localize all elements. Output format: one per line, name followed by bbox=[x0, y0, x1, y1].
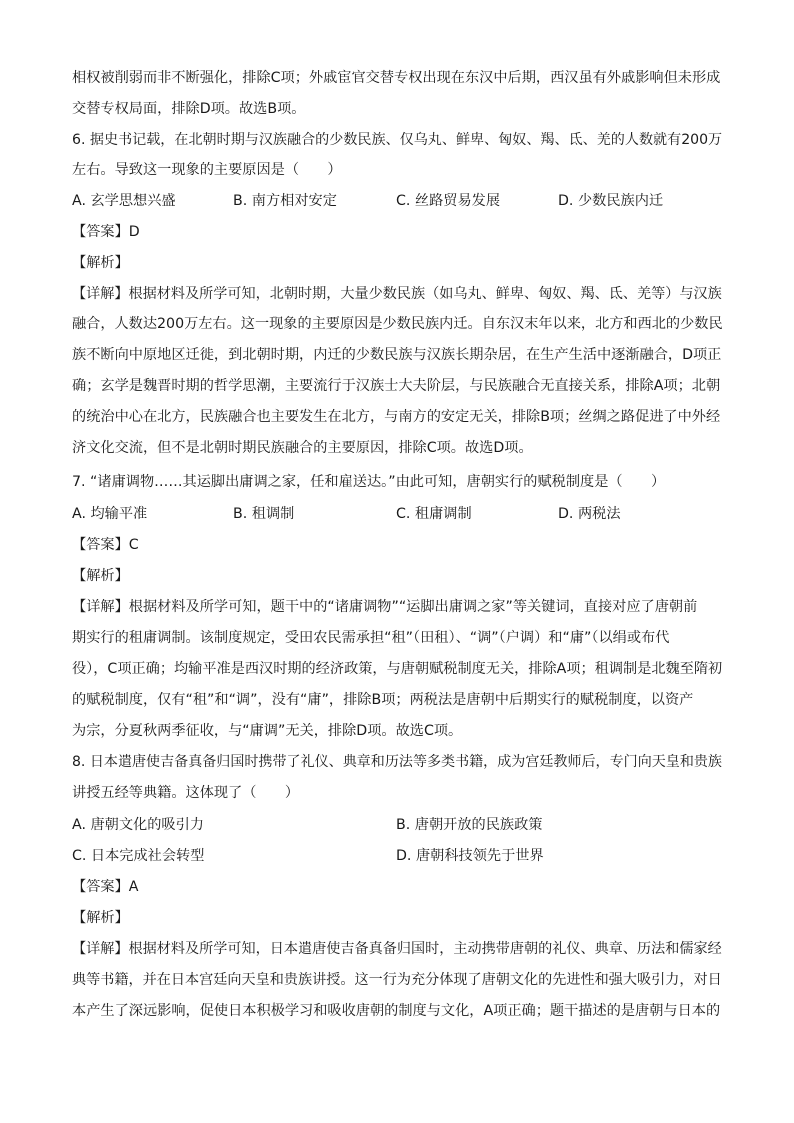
q8-option-a: A. 唐朝文化的吸引力 bbox=[72, 817, 204, 833]
q7-detail-line: 役），C项正确；均输平准是西汉时期的经济政策，与唐朝赋税制度无关，排除A项；租调制是北魏至隋初 bbox=[72, 661, 723, 677]
q6-answer: 【答案】D bbox=[72, 224, 140, 240]
q7-answer: 【答案】C bbox=[72, 537, 139, 553]
q6-option-d: D. 少数民族内迁 bbox=[558, 193, 664, 209]
q7-option-c: C. 租庸调制 bbox=[396, 506, 472, 522]
intro-line: 交替专权局面，排除D项。故选B项。 bbox=[72, 101, 306, 117]
q7-option-a: A. 均输平准 bbox=[72, 506, 148, 522]
q6-analysis-label: 【解析】 bbox=[72, 255, 129, 271]
q6-detail-line: 族不断向中原地区迁徙，到北朝时期，内迁的少数民族与汉族长期杂居，在生产生活中逐渐融合，D项正 bbox=[72, 347, 722, 363]
q8-detail-line: 【详解】根据材料及所学可知，日本遣唐使吉备真备归国时，主动携带唐朝的礼仪、典章、历法和儒家经 bbox=[72, 941, 722, 957]
q7-detail-line: 期实行的租庸调制。该制度规定，受田农民需承担“租”（田租）、“调”（户调）和“庸”（以绢或布代 bbox=[72, 630, 670, 646]
q6-detail-line: 融合，人数达200万左右。这一现象的主要原因是少数民族内迁。自东汉末年以来，北方和西北的少数民 bbox=[72, 316, 723, 332]
q6-detail-line: 的统治中心在北方，民族融合也主要发生在北方，与南方的安定无关，排除B项；丝绸之路促进了中外经 bbox=[72, 409, 721, 425]
q7-analysis-label: 【解析】 bbox=[72, 568, 129, 584]
q8-option-d: D. 唐朝科技领先于世界 bbox=[396, 848, 544, 864]
q7-stem-line: 7. “诸庸调物……其运脚出庸调之家，任和雇送达。”由此可知，唐朝实行的赋税制度是（ ） bbox=[72, 474, 666, 490]
q6-stem-line: 左右。导致这一现象的主要原因是（ ） bbox=[72, 162, 342, 178]
q8-option-b: B. 唐朝开放的民族政策 bbox=[396, 817, 543, 833]
q8-detail-line: 本产生了深远影响，促使日本积极学习和吸收唐朝的制度与文化，A项正确；题干描述的是唐朝与日本的 bbox=[72, 1003, 721, 1019]
q6-stem-line: 6. 据史书记载，在北朝时期与汉族融合的少数民族、仅乌丸、鲜卑、匈奴、羯、氐、羌的人数就有200万 bbox=[72, 132, 723, 148]
q8-stem-line: 8. 日本遣唐使吉备真备归国时携带了礼仪、典章和历法等多类书籍，成为宫廷教师后，专门向天皇和贵族 bbox=[72, 754, 722, 770]
q6-detail-line: 【详解】根据材料及所学可知，北朝时期，大量少数民族（如乌丸、鲜卑、匈奴、羯、氐、羌等）与汉族 bbox=[72, 286, 722, 302]
q7-detail-line: 的赋税制度，仅有“租”和“调”，没有“庸”，排除B项；两税法是唐朝中后期实行的赋税制度，以资产 bbox=[72, 692, 694, 708]
q8-stem-line: 讲授五经等典籍。这体现了（ ） bbox=[72, 785, 300, 801]
q8-option-c: C. 日本完成社会转型 bbox=[72, 848, 205, 864]
q6-option-a: A. 玄学思想兴盛 bbox=[72, 193, 176, 209]
q6-option-c: C. 丝路贸易发展 bbox=[396, 193, 501, 209]
intro-line: 相权被削弱而非不断强化，排除C项；外戚宦官交替专权出现在东汉中后期，西汉虽有外戚影响但未形成 bbox=[72, 70, 721, 86]
q8-detail-line: 典等书籍，并在日本宫廷向天皇和贵族讲授。这一行为充分体现了唐朝文化的先进性和强大吸引力，对日 bbox=[72, 972, 722, 988]
q8-answer: 【答案】A bbox=[72, 879, 139, 895]
q7-detail-line: 【详解】根据材料及所学可知，题干中的“诸庸调物”“运脚出庸调之家”等关键词，直接对应了唐朝前 bbox=[72, 599, 698, 615]
q6-option-b: B. 南方相对安定 bbox=[233, 193, 337, 209]
q6-detail-line: 济文化交流，但不是北朝时期民族融合的主要原因，排除C项。故选D项。 bbox=[72, 440, 533, 456]
q6-detail-line: 确；玄学是魏晋时期的哲学思潮，主要流行于汉族士大夫阶层，与民族融合无直接关系，排除A项；北朝 bbox=[72, 378, 721, 394]
q7-option-d: D. 两税法 bbox=[558, 506, 621, 522]
q8-analysis-label: 【解析】 bbox=[72, 910, 129, 926]
q7-option-b: B. 租调制 bbox=[233, 506, 295, 522]
q7-detail-line: 为宗，分夏秋两季征收，与“庸调”无关，排除D项。故选C项。 bbox=[72, 723, 463, 739]
